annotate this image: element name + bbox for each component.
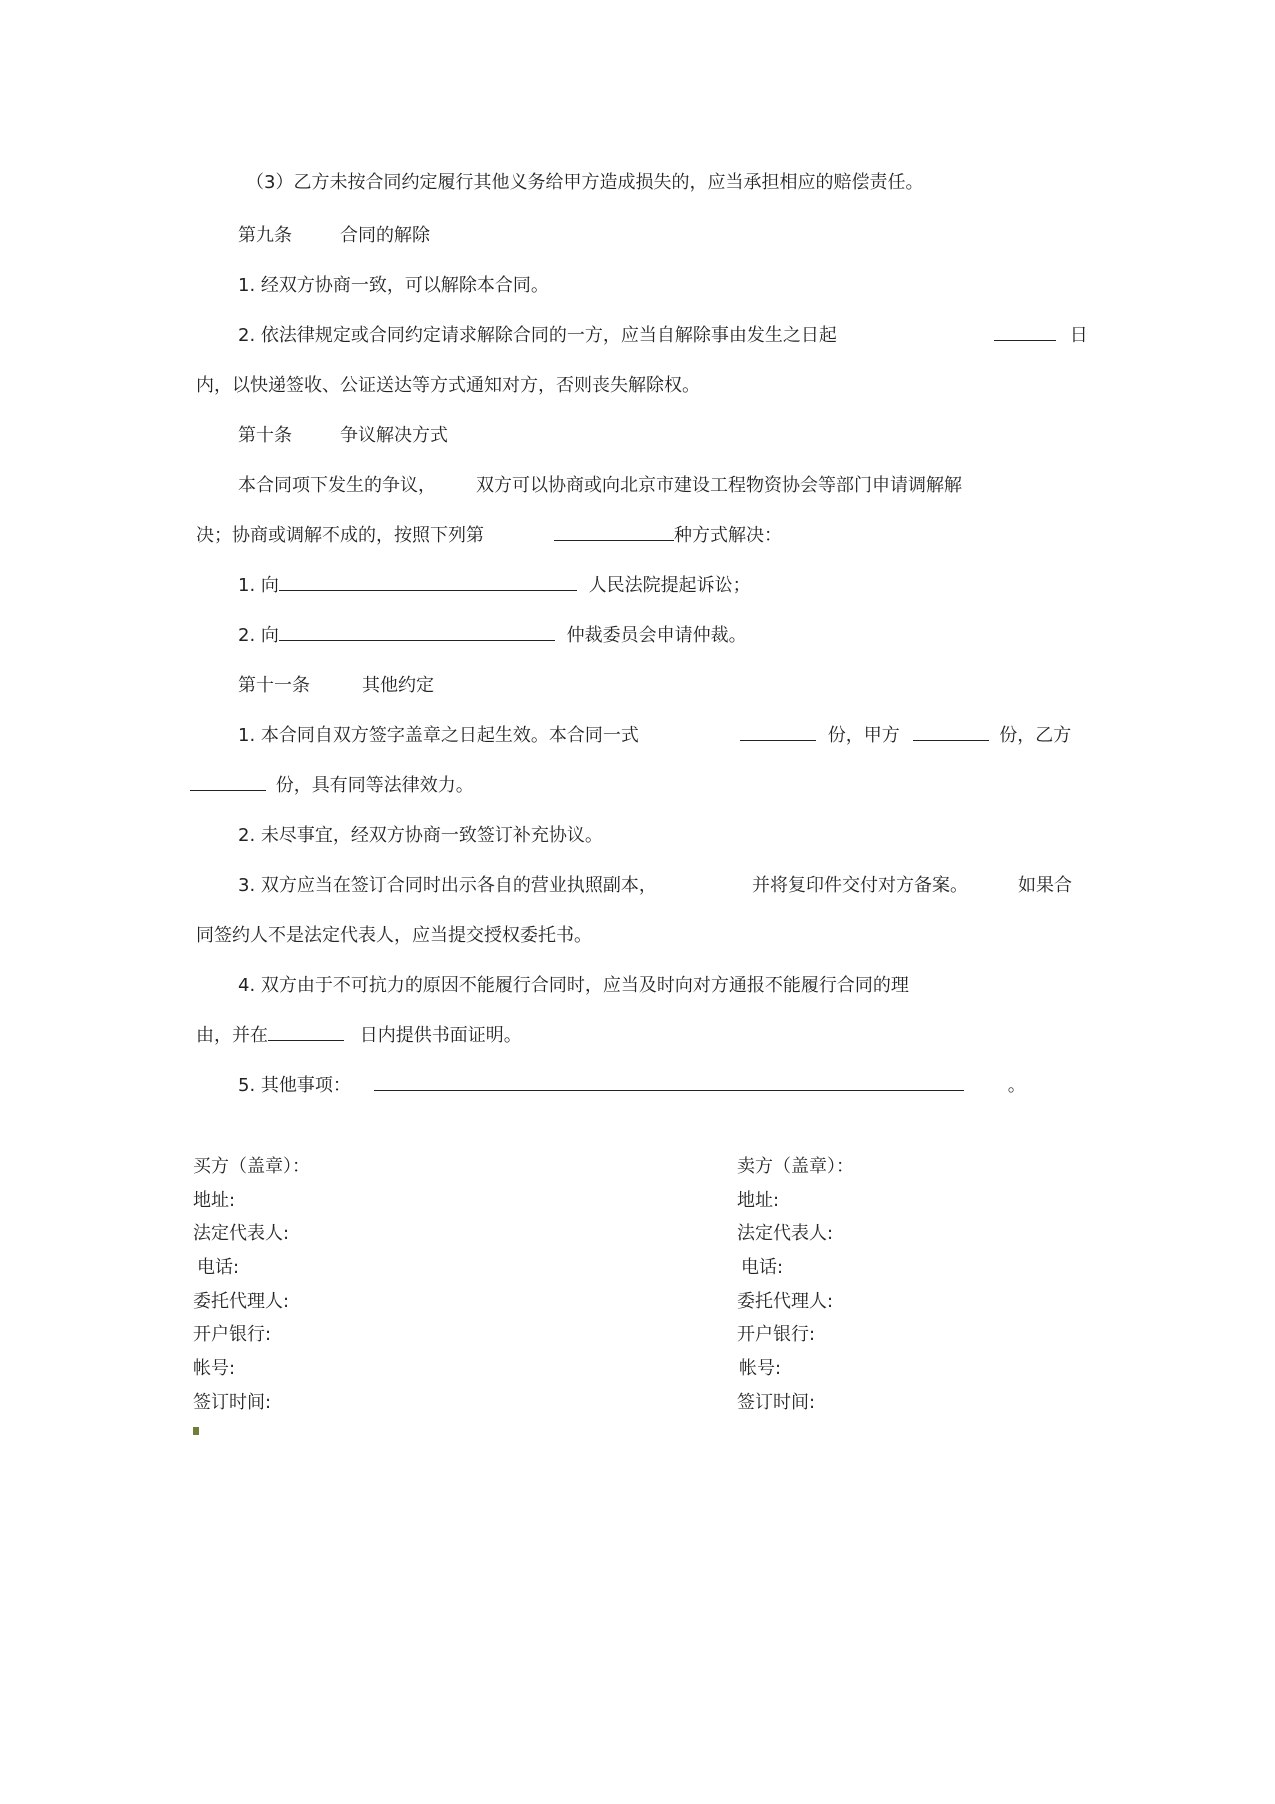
buyer-address: 地址:	[193, 1190, 236, 1211]
copies-party-a-label: 份，甲方	[827, 725, 900, 746]
article-9-number: 第九条	[238, 225, 292, 246]
buyer-phone: 电话:	[197, 1257, 240, 1278]
article-10-method-text: 种方式解决：	[674, 525, 782, 546]
article-10-title: 争议解决方式	[340, 425, 448, 446]
seller-address: 地址:	[737, 1190, 780, 1211]
article-11-item-5	[238, 1074, 351, 1098]
article-10-method	[554, 524, 782, 548]
copies-party-b-blank[interactable]	[190, 774, 266, 791]
article-9-item-2-days	[994, 324, 1088, 348]
article-10-item-2-prefix: 2. 向	[238, 625, 279, 646]
buyer-account: 帐号:	[193, 1358, 236, 1379]
copies-party-b-label: 份，乙方	[999, 725, 1072, 746]
court-blank[interactable]	[279, 574, 577, 591]
article-9-item-1: 1. 经双方协商一致，可以解除本合同。	[238, 275, 549, 296]
clause-8-item-3	[246, 171, 923, 195]
article-10-item-2-text: 仲裁委员会申请仲裁。	[566, 625, 747, 646]
days-blank[interactable]	[994, 324, 1056, 341]
article-11-item-4-end: 日内提供书面证明。	[359, 1025, 522, 1046]
article-9-item-2-line1	[238, 324, 837, 348]
article-10-para-1b: 双方可以协商或向北京市建设工程物资协会等部门申请调解解	[476, 475, 962, 496]
article-10-item-1-text: 人民法院提起诉讼；	[588, 575, 751, 596]
article-11-item-3b: 并将复印件交付对方备案。	[752, 875, 968, 896]
article-10-item-1	[238, 574, 751, 598]
article-10-item-2	[238, 624, 747, 648]
seller-account: 帐号:	[739, 1358, 782, 1379]
seller-legal-rep: 法定代表人:	[737, 1223, 834, 1244]
article-9-title: 合同的解除	[340, 225, 430, 246]
article-11-item-5-prefix: 5. 其他事项：	[238, 1075, 351, 1096]
article-9-item-2-day-unit: 日	[1069, 325, 1088, 346]
arbitration-blank[interactable]	[279, 624, 555, 641]
article-11-item-1-line2	[190, 774, 474, 798]
article-10-para-2-text: 决；协商或调解不成的，按照下列第	[196, 525, 484, 546]
buyer-seal: 买方（盖章）：	[193, 1156, 310, 1177]
seller-sign-date: 签订时间:	[737, 1392, 816, 1413]
other-matters-blank[interactable]	[374, 1074, 964, 1091]
buyer-agent: 委托代理人:	[193, 1291, 290, 1312]
article-11-item-5-end: 。	[1007, 1075, 1026, 1096]
article-11-item-3d: 同签约人不是法定代表人，应当提交授权委托书。	[196, 925, 592, 946]
article-11-item-1-copies	[740, 724, 1071, 748]
article-11-item-2: 2. 未尽事宜，经双方协商一致签订补充协议。	[238, 825, 603, 846]
article-11-number: 第十一条	[238, 675, 310, 696]
article-9-item-2-text: 2. 依法律规定或合同约定请求解除合同的一方，应当自解除事由发生之日起	[238, 325, 837, 346]
article-10-number: 第十条	[238, 425, 292, 446]
article-11-item-3c: 如果合	[1018, 875, 1072, 896]
proof-days-blank[interactable]	[268, 1024, 344, 1041]
copies-party-a-blank[interactable]	[913, 724, 989, 741]
article-10-para-2	[196, 524, 484, 548]
other-matters-line	[374, 1074, 1026, 1098]
article-11-item-4b	[196, 1024, 522, 1048]
article-9-item-2-line2: 内，以快递签收、公证送达等方式通知对方，否则丧失解除权。	[196, 375, 700, 396]
buyer-bank: 开户银行:	[193, 1324, 272, 1345]
method-blank[interactable]	[554, 524, 674, 541]
article-11-item-1-end: 份，具有同等法律效力。	[275, 775, 474, 796]
buyer-sign-date: 签订时间:	[193, 1392, 272, 1413]
article-11-item-4-prefix: 由，并在	[196, 1025, 268, 1046]
article-11-item-1-line1	[238, 724, 639, 748]
copies-total-blank[interactable]	[740, 724, 816, 741]
seller-agent: 委托代理人:	[737, 1291, 834, 1312]
page-end-marker	[193, 1427, 199, 1435]
buyer-legal-rep: 法定代表人:	[193, 1223, 290, 1244]
seller-bank: 开户银行:	[737, 1324, 816, 1345]
article-10-para-1a: 本合同项下发生的争议，	[238, 475, 436, 496]
article-10-item-1-prefix: 1. 向	[238, 575, 279, 596]
article-11-title: 其他约定	[362, 675, 434, 696]
clause-8-item-3-text: （3）乙方未按合同约定履行其他义务给甲方造成损失的，应当承担相应的赔偿责任。	[246, 172, 924, 193]
article-11-item-4a: 4. 双方由于不可抗力的原因不能履行合同时，应当及时向对方通报不能履行合同的理	[238, 975, 909, 996]
seller-phone: 电话:	[741, 1257, 784, 1278]
article-11-item-1-text: 1. 本合同自双方签字盖章之日起生效。本合同一式	[238, 725, 639, 746]
seller-seal: 卖方（盖章）：	[737, 1156, 854, 1177]
article-11-item-3a: 3. 双方应当在签订合同时出示各自的营业执照副本，	[238, 875, 657, 896]
